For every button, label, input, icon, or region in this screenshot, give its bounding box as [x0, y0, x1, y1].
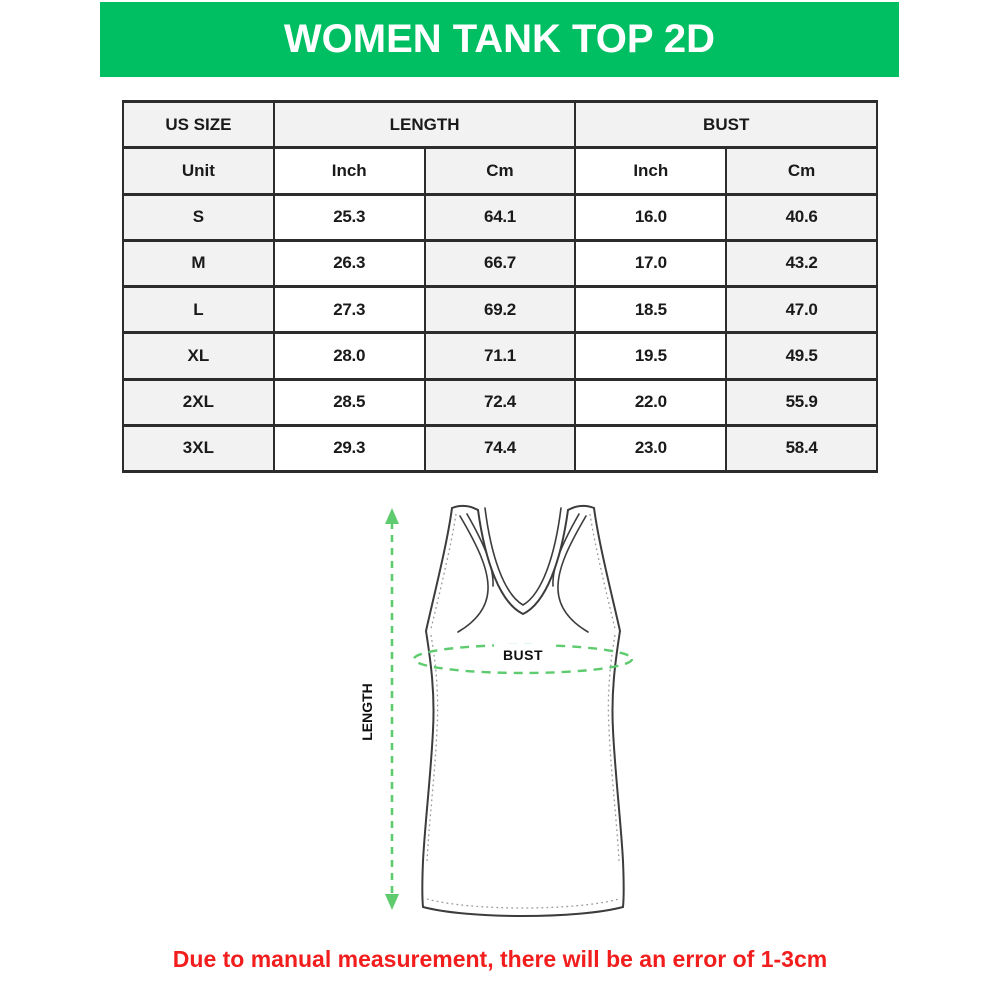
bust-cm-value: 55.9 [726, 379, 877, 425]
table-row [123, 102, 877, 148]
bust-cm-value: 47.0 [726, 287, 877, 333]
tank-top-measurement-diagram [348, 493, 678, 925]
table-row [123, 194, 877, 240]
length-label: LENGTH [359, 683, 375, 741]
page-title: WOMEN TANK TOP 2D [283, 17, 716, 61]
length-inch-value: 28.5 [274, 379, 425, 425]
table-row [123, 148, 877, 194]
length-inch-value: 27.3 [274, 287, 425, 333]
length-arrow-icon [385, 508, 399, 910]
bust-cm-value: 49.5 [726, 333, 877, 379]
col-header-length: LENGTH [274, 102, 576, 148]
unit-bust-cm: Cm [726, 148, 877, 194]
table-row [123, 287, 877, 333]
length-inch-value: 25.3 [274, 194, 425, 240]
length-cm-value: 71.1 [425, 333, 576, 379]
bust-inch-value: 17.0 [575, 240, 726, 286]
bust-cm-value: 40.6 [726, 194, 877, 240]
length-cm-value: 64.1 [425, 194, 576, 240]
bust-inch-value: 18.5 [575, 287, 726, 333]
length-inch-value: 26.3 [274, 240, 425, 286]
unit-bust-inch: Inch [575, 148, 726, 194]
unit-length-inch: Inch [274, 148, 425, 194]
measurement-error-note: Due to manual measurement, there will be an error of 1-3cm [172, 946, 828, 972]
bust-cm-value: 58.4 [726, 425, 877, 471]
size-label: 2XL [123, 379, 274, 425]
length-cm-value: 72.4 [425, 379, 576, 425]
size-label: M [123, 240, 274, 286]
length-inch-value: 29.3 [274, 425, 425, 471]
length-cm-value: 66.7 [425, 240, 576, 286]
title-banner [100, 2, 899, 77]
length-inch-value: 28.0 [274, 333, 425, 379]
table-row [123, 240, 877, 286]
size-label: S [123, 194, 274, 240]
size-label: 3XL [123, 425, 274, 471]
size-table [122, 100, 878, 473]
tank-top-outline [422, 506, 624, 916]
size-label: L [123, 287, 274, 333]
bust-inch-value: 22.0 [575, 379, 726, 425]
bust-inch-value: 16.0 [575, 194, 726, 240]
unit-label: Unit [123, 148, 274, 194]
table-row [123, 425, 877, 471]
bust-cm-value: 43.2 [726, 240, 877, 286]
col-header-bust: BUST [575, 102, 877, 148]
table-row [123, 333, 877, 379]
length-cm-value: 69.2 [425, 287, 576, 333]
size-table-container [122, 100, 878, 473]
stitch-lines [427, 514, 619, 908]
bust-inch-value: 19.5 [575, 333, 726, 379]
length-cm-value: 74.4 [425, 425, 576, 471]
bust-label: BUST [502, 647, 544, 663]
col-header-us-size: US SIZE [123, 102, 274, 148]
table-row [123, 379, 877, 425]
bust-inch-value: 23.0 [575, 425, 726, 471]
unit-length-cm: Cm [425, 148, 576, 194]
size-label: XL [123, 333, 274, 379]
